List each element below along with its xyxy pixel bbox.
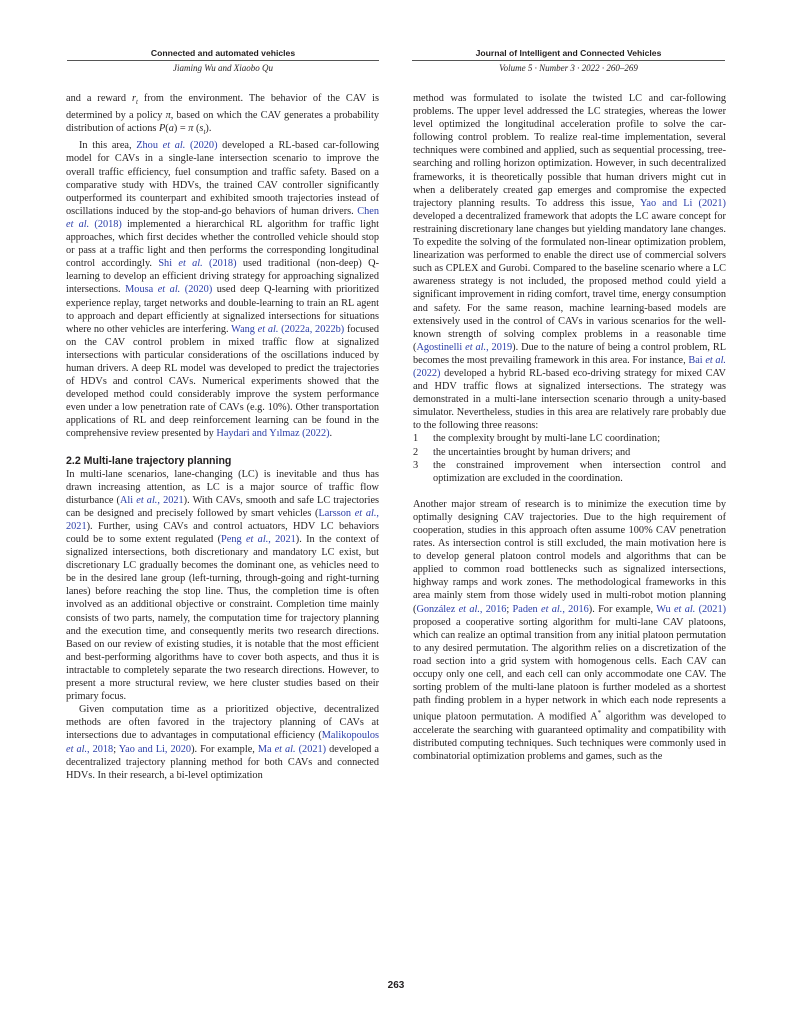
citation-link[interactable]: Mousa et al. (2020) — [125, 284, 213, 296]
section-heading: 2.2 Multi-lane trajectory planning — [66, 454, 232, 467]
numbered-list — [413, 432, 726, 484]
paragraph: Another major stream of research is to minimize the execution time by optimally designing CAV trajectories. Due to the high requirement of cooperation, studies in this approach often assume 100% CAV penetration rates. As intersection control is still excluded, the main motivation here is to develop general platoon control models and algorithms that can be applied to common road bottlenecks such as signalized intersections, highway ramps and work zones. The methodological frameworks in this area mainly stem from those widely used in multi-robot motion planning (González et al., 2016; Paden et al., 2016). For example, Wu et al. (2021) proposed a cooperative sorting algorithm for multi-lane CAV platoons, which can realize an optimal transition from any initial platoon permutation to any desired permutation. The algorithm relies on a discretization of the road section into a grid system with homogenous cells. Each CAV can occupy only one cell, and each cell can only accommodate one CAV. The sorting problem of the multi-lane platoon is further modeled as a shortest path finding problem in a hyper network in which each node represents a unique platoon permutation. A modified A* algorithm was developed to accelerate the searching with guaranteed optimality and compatibility with distributed computing techniques. Such techniques were commonly used in combinatorial optimization problems and games, such as the — [413, 498, 727, 763]
list-text: the uncertainties brought by human drivers; and — [433, 446, 631, 458]
page-number: 263 — [387, 980, 405, 991]
authors: Jiaming Wu and Xiaobo Qu — [173, 63, 273, 73]
paragraph: method was formulated to isolate the twisted LC and car-following problems. The upper level addressed the LC strategies, whereas the lower level optimized the longitudinal acceleration profile to solve the car-following control problem. To realize real-time implementation, several techniques were combined and applied, such as sequential processing, tree-searching and rolling horizon optimization. However, in such decentralized frameworks, it is theoretically possible that human drivers might cut in when a deliberately created gap emerges and compromise the expected trajectory planning results. To address this issue, Yao and Li (2021) developed a decentralized framework that adopts the LC aware concept for restraining discretionary lane changes but yielding mandatory lane changes. To expedite the solving of the formulated non-linear optimization problem, linearization was performed to enable the direct use of commercial solvers such as CPLEX and Gurobi. Compared to the baseline scenario where a LC awareness strategy is not included, the proposed method could yield a significant improvement in riding comfort, travel time, energy consumption and safety. For the same reason, machine learning-based models are extensively used in the control of CAVs in various scenarios for the well-known strength of solving complex problems in a reasonable time (Agostinelli et al., 2019). Due to the nature of being a control problem, RL becomes the most prevailing framework in this area. For instance, Bai et al. (2022) developed a hybrid RL-based eco-driving strategy for mixed CAV and HDV traffic flows at signalized intersections. The strategy was demonstrated in a multi-lane intersection scenario through a unity-based simulator. Nevertheless, studies in this area are relatively rare probably due to the following three reasons: — [413, 93, 727, 432]
header-divider — [67, 60, 379, 61]
citation-link[interactable]: Bai et al. (2022) — [413, 354, 727, 379]
citation-link[interactable]: Wang et al. (2022a, 2022b) — [231, 323, 345, 335]
citation-link[interactable]: Yao and Li, 2020 — [118, 743, 192, 755]
paragraph: In this area, Zhou et al. (2020) developed a RL-based car-following model for CAVs in a single-lane intersection scenario to improve the overall traffic efficiency, fuel consumption and traffic safety. Based on a comparative study with HDVs, the trained CAV controller significantly outperformed its counterpart and exhibited smooth trajectories instead of oscillations induced by the stop-and-go behaviors of human drivers. Chen et al. (2018) implemented a hierarchical RL algorithm for traffic light approaches, which first decides whether the controlled vehicle should stop or pass at a traffic light and then performs the corresponding longitudinal control accordingly. Shi et al. (2018) used traditional (non-deep) Q-learning to develop an efficient driving strategy for approaching signalized intersections. Mousa et al. (2020) used deep Q-learning with prioritized experience replay, target networks and double-learning to train an RL agent to approach and depart efficiently at signalized intersections for situations where no other vehicles are interfering. Wang et al. (2022a, 2022b) focused on the CAV control problem in mixed traffic flow at signalized intersections with particular considerations of the oscillations induced by human drivers. A deep RL model was developed to predict the trajectories of HDVs and control CAVs. Numerical experiments showed that the developed method could considerably improve the system performance even under a low penetration rate of CAVs (e.g. 10%). Other transportation applications of RL and deep reinforcement learning can be found in the comprehensive review presented by Haydari and Yılmaz (2022). — [66, 140, 380, 440]
paragraph: and a reward $r_t$ from the environment. The behavior of the CAV is determined by a policy π, based on which the CAV generates a probability distribution of actions P(a) = π $(s_t)$. — [66, 93, 380, 137]
running-header-left — [67, 48, 379, 74]
citation-link[interactable]: González et al., 2016 — [416, 603, 507, 615]
section-title: Connected and automated vehicles — [150, 48, 296, 58]
citation-link[interactable]: Agostinelli et al., 2019 — [416, 341, 513, 353]
issue-info: Volume 5 · Number 3 · 2022 · 260–269 — [499, 63, 638, 73]
citation-link[interactable]: Ma et al. (2021) — [257, 743, 327, 755]
citation-link[interactable]: Shi et al. (2018) — [158, 258, 237, 270]
citation-link[interactable]: Ali et al., 2021 — [120, 494, 184, 506]
right-column — [413, 92, 726, 763]
citation-link[interactable]: Paden et al., 2016 — [512, 603, 589, 615]
citation-link[interactable]: Zhou et al. (2020) — [136, 140, 218, 152]
paragraph: In multi-lane scenarios, lane-changing (LC) is inevitable and thus has drawn increasing attention, as LC is a major source of traffic flow disturbance (Ali et al., 2021). With CAVs, smooth and safe LC trajectories can be designed and precisely followed by smart vehicles (Larsson et al., 2021). Further, using CAVs and control actuators, HDV LC behaviors could be to some extent regulated (Peng et al., 2021). In the context of signalized intersections, both discretionary and mandatory LC exist, but discretionary LC gradually becomes the dominant one, as vehicles need to be in the desired lane group (left-turning, through-going and right-turning lanes) before reaching the stop line. Thus, the completion time is often involved as an additional objective or constraint. Completion time mainly consists of two parts, namely, the computation time for trajectory planning and the execution time, and consequently merits two research directions. Based on our review of existing studies, it is notable that the most efficient and best-performing algorithms have to cover both aspects, and thus it is intractable to completely separate the two research directions. However, to present a more structural review, we here cluster studies based on their primary focus. — [66, 468, 380, 703]
header-divider — [412, 60, 725, 61]
list-item — [413, 432, 726, 445]
paragraph: Given computation time as a prioritized objective, decentralized methods are often favored in the trajectory planning of CAVs at intersections due to advantages in computational efficiency (Malikopoulos et al., 2018; Yao and Li, 2020). For example, Ma et al. (2021) developed a decentralized trajectory planning method for both CAVs and connected HDVs. In their research, a bi-level optimization — [66, 704, 379, 781]
journal-title: Journal of Intelligent and Connected Vehicles — [475, 48, 662, 58]
citation-link[interactable]: Wu et al. (2021) — [656, 603, 727, 615]
list-number: 2 — [413, 446, 419, 458]
list-text: the constrained improvement when intersection control and optimization are excluded in the coordination. — [433, 459, 726, 484]
citation-link[interactable]: Peng et al., 2021 — [221, 534, 296, 545]
citation-link[interactable]: Malikopoulos et al., 2018 — [66, 730, 379, 755]
list-text: the complexity brought by multi-lane LC coordination; — [433, 433, 661, 445]
citation-link[interactable]: Haydari and Yılmaz (2022) — [216, 428, 330, 440]
citation-link[interactable]: Larsson et al., 2021 — [66, 507, 379, 532]
list-number: 3 — [413, 459, 419, 471]
left-column — [66, 92, 379, 782]
list-item — [413, 459, 726, 485]
citation-link[interactable]: Yao and Li (2021) — [639, 197, 726, 209]
list-item — [413, 446, 726, 459]
running-header-right — [412, 48, 725, 74]
list-number: 1 — [413, 433, 419, 445]
citation-link[interactable]: Chen et al. (2018) — [66, 205, 379, 230]
